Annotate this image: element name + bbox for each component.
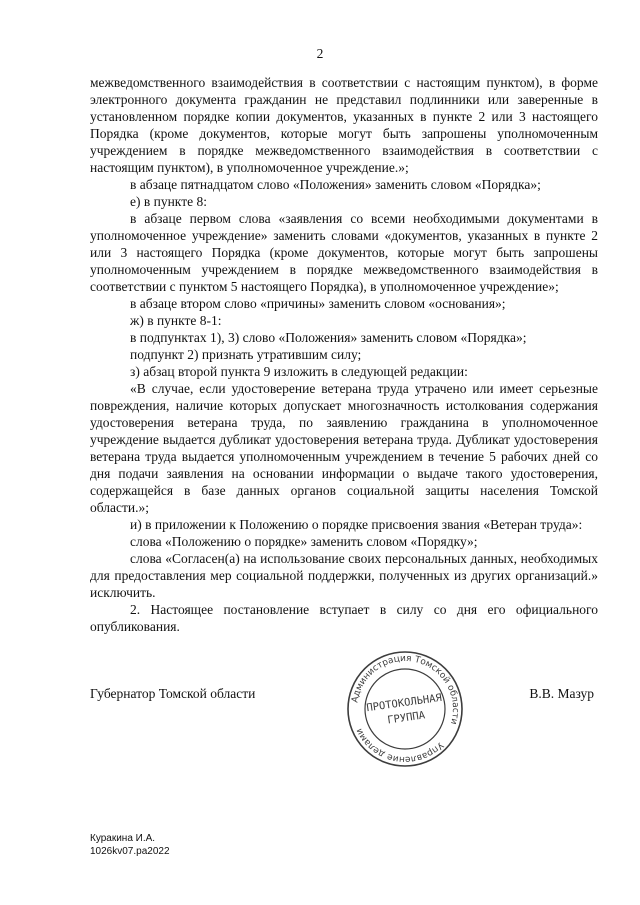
paragraph: 2. Настоящее постановление вступает в силу со дня его официального опубликования. bbox=[90, 602, 598, 634]
paragraph: слова «Согласен(а) на использование своих персональных данных, необходимых для предоставления мер социальной поддержки, полученных из других организаций.» исключить. bbox=[90, 551, 598, 600]
stamp-center-line-2: ГРУППА bbox=[386, 709, 426, 727]
signer-name: В.В. Мазур bbox=[529, 686, 594, 701]
paragraph: в абзаце первом слова «заявления со всеми необходимыми документами в уполномоченное учреждение» заменить словами «документов, указанных в пункте 2 или 3 настоящего Порядка (кроме документов, которые могут быть запрошены уполномоченным учреждением в порядке межведомственного взаимодействия в соответствии с пунктом 5 настоящего Порядка), в уполномоченное учреждение»; bbox=[90, 211, 598, 294]
paragraph: з) абзац второй пункта 9 изложить в следующей редакции: bbox=[130, 364, 468, 379]
paragraph: в абзаце втором слово «причины» заменить словом «основания»; bbox=[130, 296, 506, 311]
paragraph: слова «Положению о порядке» заменить словом «Порядку»; bbox=[130, 534, 478, 549]
document-body bbox=[90, 74, 598, 635]
paragraph: ж) в пункте 8-1: bbox=[130, 313, 222, 328]
paragraph: в подпунктах 1), 3) слово «Положения» заменить словом «Порядка»; bbox=[130, 330, 527, 345]
paragraph: е) в пункте 8: bbox=[130, 194, 207, 209]
footer bbox=[90, 832, 170, 858]
stamp-ring-text: Администрация Томской области bbox=[350, 653, 461, 726]
official-stamp bbox=[344, 648, 466, 770]
page-number: 2 bbox=[316, 46, 324, 61]
footer-author: Куракина И.А. bbox=[90, 833, 156, 844]
paragraph: межведомственного взаимодействия в соответствии с настоящим пунктом), в форме электронного документа гражданин не представил подлинники или заверенные в установленном порядке копии документов, указанных в пункте 2 или 3 настоящего Порядка (кроме документов, которые могут быть запрошены уполномоченным учреждением в порядке межведомственного взаимодействия в соответствии с настоящим пунктом), в уполномоченное учреждение.»; bbox=[90, 75, 598, 175]
paragraph: подпункт 2) признать утратившим силу; bbox=[130, 347, 362, 362]
signer-title: Губернатор Томской области bbox=[90, 686, 256, 701]
stamp-ring-text-bottom: Управление делами bbox=[354, 726, 445, 765]
footer-file-code: 1026kv07.pa2022 bbox=[90, 846, 170, 857]
paragraph: «В случае, если удостоверение ветерана труда утрачено или имеет серьезные повреждения, наличие которых допускает многозначность истолкования содержания удостоверения ветерана труда, по заявлению гражданина в уполномоченное учреждение выдается дубликат удостоверения ветерана труда. Дубликат удостоверения ветерана труда выдается уполномоченным учреждением в течение 5 рабочих дней со дня подачи заявления на основании информации о выдаче такого удостоверения, содержащейся в базе данных органов социальной защиты населения Томской области.»; bbox=[90, 381, 598, 515]
paragraph: в абзаце пятнадцатом слово «Положения» заменить словом «Порядка»; bbox=[130, 177, 541, 192]
stamp-center-line-1: ПРОТОКОЛЬНАЯ bbox=[365, 691, 443, 715]
stamp-graphic bbox=[344, 648, 466, 770]
paragraph: и) в приложении к Положению о порядке присвоения звания «Ветеран труда»: bbox=[130, 517, 583, 532]
